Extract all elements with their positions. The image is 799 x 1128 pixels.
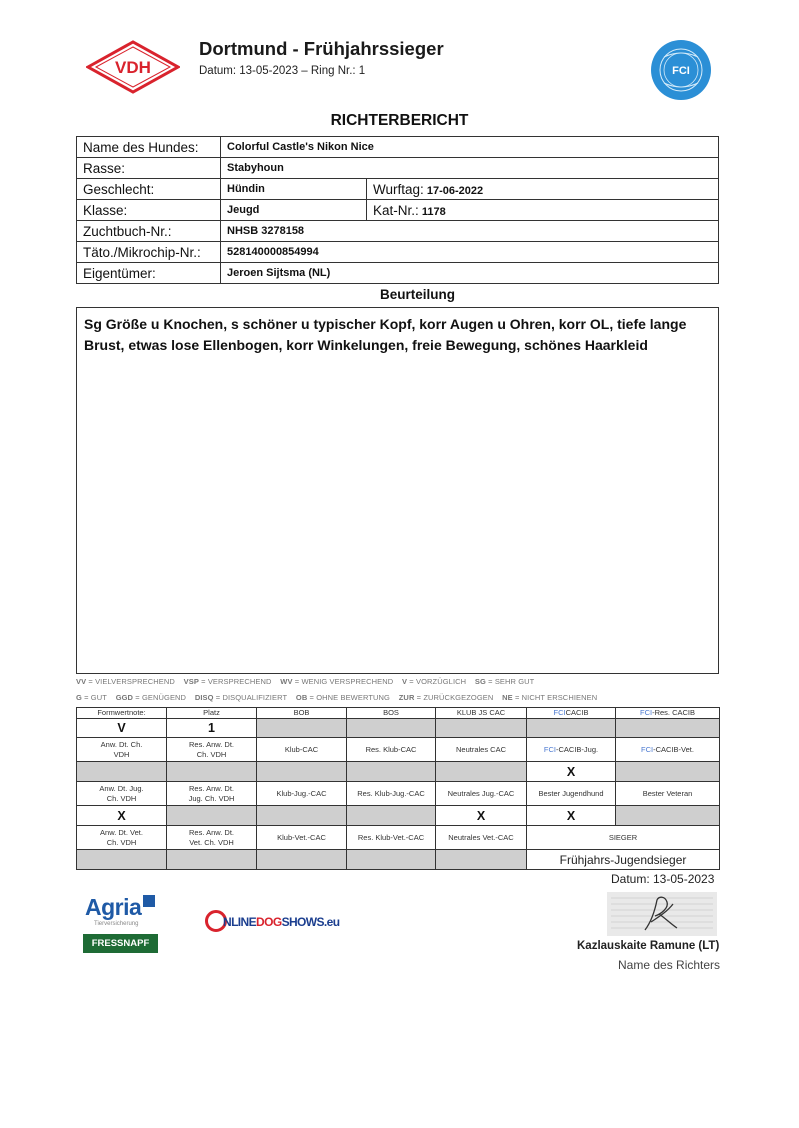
report-title: RICHTERBERICHT (330, 112, 469, 129)
platz-value: 1 (167, 719, 257, 738)
anw-jug-value: X (77, 806, 167, 826)
label-line: Ch. VDH (106, 837, 137, 847)
bester-veteran-value (616, 806, 720, 826)
agria-mark-icon (143, 895, 155, 907)
cacib-value (527, 719, 616, 738)
neutrales-jug-cac-value: X (436, 806, 527, 826)
legend-text: VIELVERSPRECHEND (95, 677, 175, 686)
cacib-label: CACIB (565, 708, 589, 717)
legend-text: WENIG VERSPRECHEND (301, 677, 394, 686)
bester-jugendhund-label: Bester Jugendhund (527, 782, 616, 806)
res-anw-vet-value (167, 850, 257, 870)
owner-label: Eigentümer: (77, 263, 221, 284)
legend-abbr: WV (280, 677, 293, 686)
klub-js-cac-value (436, 719, 527, 738)
klub-cac-label: Klub-CAC (257, 738, 347, 762)
breed-value: Stabyhoun (221, 158, 719, 179)
legend-abbr: G (76, 693, 82, 702)
sex-value: Hündin (221, 179, 367, 200)
anw-ch-value (77, 762, 167, 782)
label-line: Vet. Ch. VDH (189, 837, 234, 847)
label-line: Ch. VDH (196, 749, 227, 759)
dog-name-value: Colorful Castle's Nikon Nice (221, 137, 719, 158)
legend-text: ZURÜCKGEZOGEN (423, 693, 494, 702)
legend-text: SEHR GUT (494, 677, 535, 686)
legend-abbr: SG (474, 677, 486, 686)
legend-text: GUT (90, 693, 107, 702)
vdh-logo (86, 40, 180, 94)
cacib-jug-value: X (527, 762, 616, 782)
fci-label: FCI (641, 744, 654, 754)
agria-logo-text: Agria (85, 894, 142, 920)
ods-part: DOG (256, 915, 282, 929)
evaluation-text: Sg Größe u Knochen, s schöner u typischer Kopf, korr Augen u Ohren, korr OL, tiefe lange Brust, etwas lose Ellenbogen, korr Winkelungen, freie Bewegung, schönes Haarkleid (76, 307, 719, 674)
cacib-jug-label (527, 738, 616, 762)
cacib-vet-value (616, 762, 720, 782)
birth-value: 17-06-2022 (426, 184, 484, 197)
anw-vet-value (77, 850, 167, 870)
res-cacib-value (616, 719, 720, 738)
owner-value: Jeroen Sijtsma (NL) (221, 263, 719, 284)
show-title: Dortmund - Frühjahrssieger (199, 38, 444, 59)
bob-header: BOB (257, 708, 347, 719)
ods-part: SHOWS.eu (281, 915, 340, 929)
legend-abbr: VSP (183, 677, 199, 686)
formwert-header: Formwertnote: (77, 708, 167, 719)
show-subtitle: Datum: 13-05-2023 – Ring Nr.: 1 (199, 65, 366, 77)
class-label: Klasse: (77, 200, 221, 221)
fci-label: FCI (553, 708, 566, 717)
agria-subtitle: Tierversicherung (94, 921, 139, 927)
anw-jug-label (77, 782, 167, 806)
fressnapf-logo: FRESSNAPF (83, 934, 158, 953)
neutrales-cac-value (436, 762, 527, 782)
bos-value (347, 719, 436, 738)
dog-name-label: Name des Hundes: (77, 137, 221, 158)
sieger-value: Frühjahrs-Jugendsieger (527, 850, 720, 870)
cacib-vet-text: -CACIB-Vet. (653, 744, 694, 754)
neutrales-vet-cac-value (436, 850, 527, 870)
judge-signature (607, 892, 717, 936)
klub-js-cac-header: KLUB JS CAC (436, 708, 527, 719)
studbook-value: NHSB 3278158 (221, 221, 719, 242)
res-cacib-header (616, 708, 720, 719)
res-anw-ch-value (167, 762, 257, 782)
birth-label: Wurftag: (373, 181, 424, 197)
ods-text (223, 915, 339, 929)
platz-header: Platz (167, 708, 257, 719)
label-line: Res. Anw. Dt. (188, 739, 235, 749)
legend-text: NICHT ERSCHIENEN (521, 693, 598, 702)
label-line: Res. Anw. Dt. (188, 783, 235, 793)
legend-abbr: V (402, 677, 408, 686)
legend-abbr: OB (295, 693, 308, 702)
res-anw-jug-value (167, 806, 257, 826)
cacib-jug-text: -CACIB-Jug. (556, 744, 599, 754)
fci-logo-text: FCI (672, 65, 690, 77)
legend-text: GENÜGEND (141, 693, 187, 702)
fci-label: FCI (543, 744, 556, 754)
class-value: Jeugd (221, 200, 367, 221)
dog-info-table (76, 136, 719, 284)
bester-veteran-label: Bester Veteran (616, 782, 720, 806)
agria-logo (85, 894, 155, 921)
awards-table (76, 707, 720, 870)
res-anw-ch-label (167, 738, 257, 762)
judge-label: Name des Richters (618, 958, 721, 972)
cat-value: 1178 (421, 205, 446, 218)
klub-jug-cac-value (257, 806, 347, 826)
res-klub-cac-value (347, 762, 436, 782)
fci-label: FCI (639, 708, 653, 717)
cacib-vet-label (616, 738, 720, 762)
bester-jugendhund-value: X (527, 806, 616, 826)
fci-logo (650, 39, 712, 101)
bos-header: BOS (347, 708, 436, 719)
label-line: Anw. Dt. Jug. (99, 783, 144, 793)
sex-label: Geschlecht: (77, 179, 221, 200)
legend-text: DISQUALIFIZIERT (222, 693, 288, 702)
legend-text: VERSPRECHEND (207, 677, 272, 686)
legend-text: VORZÜGLICH (415, 677, 467, 686)
legend-abbr: ZUR (398, 693, 415, 702)
label-line: Jug. Ch. VDH (188, 793, 235, 803)
label-line: Ch. VDH (106, 793, 137, 803)
anw-vet-label (77, 826, 167, 850)
anw-ch-label (77, 738, 167, 762)
bob-value (257, 719, 347, 738)
cat-label: Kat-Nr.: (373, 202, 419, 218)
res-klub-vet-cac-value (347, 850, 436, 870)
klub-vet-cac-label: Klub-Vet.-CAC (257, 826, 347, 850)
label-line: Res. Anw. Dt. (188, 827, 235, 837)
cacib-header (527, 708, 616, 719)
label-line: Anw. Dt. Ch. (100, 739, 143, 749)
res-klub-jug-cac-label: Res. Klub-Jug.-CAC (347, 782, 436, 806)
res-klub-jug-cac-value (347, 806, 436, 826)
res-klub-cac-label: Res. Klub-CAC (347, 738, 436, 762)
klub-cac-value (257, 762, 347, 782)
res-anw-jug-label (167, 782, 257, 806)
studbook-label: Zuchtbuch-Nr.: (77, 221, 221, 242)
legend-abbr: NE (502, 693, 513, 702)
grade-legend-line-1: VV = VIELVERSPRECHEND VSP = VERSPRECHEND WV = WENIG VERSPRECHEND V = VORZÜGLICH SG = SEHR GUT (76, 677, 535, 686)
chip-value: 528140000854994 (221, 242, 719, 263)
legend-abbr: DISQ (194, 693, 214, 702)
cat-cell (367, 200, 719, 221)
grade-legend-line-2: G = GUT GGD = GENÜGEND DISQ = DISQUALIFIZIERT OB = OHNE BEWERTUNG ZUR = ZURÜCKGEZOGEN NE = NICHT ERSCHIENEN (76, 693, 598, 702)
label-line: Anw. Dt. Vet. (100, 827, 143, 837)
formwert-value: V (77, 719, 167, 738)
legend-text: OHNE BEWERTUNG (316, 693, 390, 702)
birth-cell (367, 179, 719, 200)
neutrales-vet-cac-label: Neutrales Vet.-CAC (436, 826, 527, 850)
legend-abbr: GGD (115, 693, 134, 702)
evaluation-heading: Beurteilung (379, 287, 455, 302)
res-klub-vet-cac-label: Res. Klub-Vet.-CAC (347, 826, 436, 850)
breed-label: Rasse: (77, 158, 221, 179)
label-line: VDH (113, 749, 130, 759)
sieger-label: SIEGER (527, 826, 720, 850)
footer-date: Datum: 13-05-2023 (611, 872, 715, 886)
res-cacib-label: -Res. CACIB (652, 708, 696, 717)
ods-part: NLINE (223, 915, 257, 929)
judge-name: Kazlauskaite Ramune (LT) (577, 940, 720, 952)
chip-label: Täto./Mikrochip-Nr.: (77, 242, 221, 263)
neutrales-jug-cac-label: Neutrales Jug.-CAC (436, 782, 527, 806)
neutrales-cac-label: Neutrales CAC (436, 738, 527, 762)
res-anw-vet-label (167, 826, 257, 850)
vdh-logo-text: VDH (115, 58, 151, 77)
klub-jug-cac-label: Klub-Jug.-CAC (257, 782, 347, 806)
legend-abbr: VV (76, 677, 87, 686)
klub-vet-cac-value (257, 850, 347, 870)
